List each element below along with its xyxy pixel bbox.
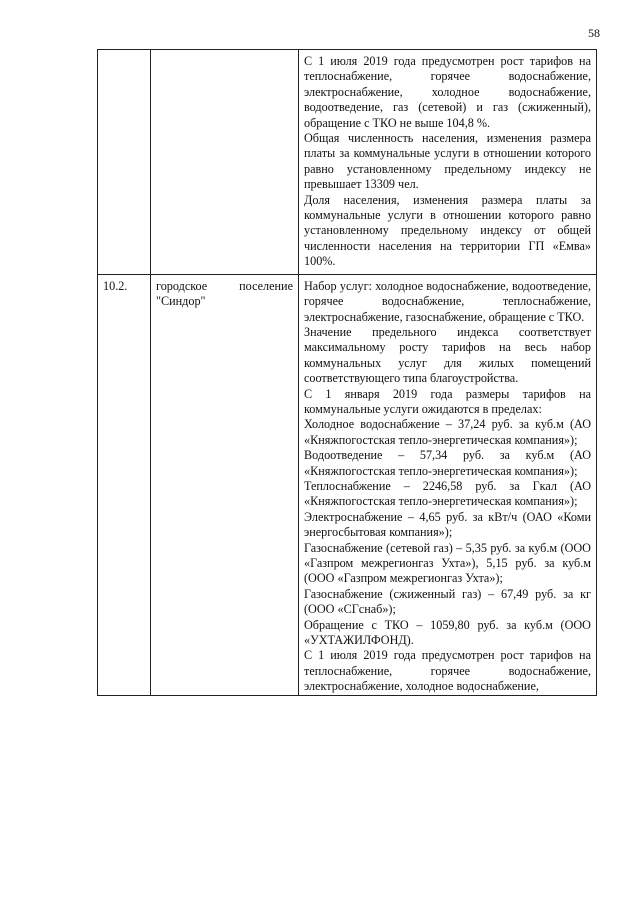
paragraph: Электроснабжение – 4,65 руб. за кВт/ч (ОАО «Коми энергосбытовая компания»);	[304, 509, 591, 540]
description-cell	[299, 50, 597, 275]
table-row	[98, 50, 597, 275]
table-row	[98, 274, 597, 695]
paragraph: Холодное водоснабжение – 37,24 руб. за куб.м (АО «Княжпогостская тепло-энергетическая компания»);	[304, 417, 591, 447]
paragraph: Общая численность населения, изменения размера платы за коммунальные услуги в отношении которого равно установленному предельному индексу не превышает 13309 чел.	[304, 131, 591, 192]
paragraph: С 1 января 2019 года размеры тарифов на коммунальные услуги ожидаются в пределах:	[304, 386, 591, 416]
paragraph: С 1 июля 2019 года предусмотрен рост тарифов на теплоснабжение, горячее водоснабжение, электроснабжение, холодное водоснабжение, водоотведение, газ (сетевой) и газ (сжиженный), обращение с ТКО не выше 104,8 %.	[304, 54, 591, 130]
paragraph: Набор услуг: холодное водоснабжение, водоотведение, горячее водоснабжение, теплоснабжение, электроснабжение, газоснабжение, обращение с ТКО.	[304, 278, 591, 324]
paragraph: Значение предельного индекса соответствует максимальному росту тарифов на весь набор коммунальных услуг для жилых помещений соответствующего типа благоустройства.	[304, 324, 591, 386]
description-cell	[299, 274, 597, 695]
page-number: 58	[588, 26, 600, 40]
paragraph: Газоснабжение (сжиженный газ) – 67,49 руб. за кг (ООО «СГснаб»);	[304, 586, 591, 617]
paragraph: Обращение с ТКО – 1059,80 руб. за куб.м (ООО «УХТАЖИЛФОНД).	[304, 617, 591, 648]
row-number-cell: 10.2.	[98, 274, 151, 695]
row-number-cell	[98, 50, 151, 275]
paragraph: Теплоснабжение – 2246,58 руб. за Гкал (АО «Княжпогостская тепло-энергетическая компания»);	[304, 478, 591, 509]
paragraph: С 1 июля 2019 года предусмотрен рост тарифов на теплоснабжение, горячее водоснабжение, электроснабжение, холодное водоснабжение,	[304, 648, 591, 694]
paragraph: Газоснабжение (сетевой газ) – 5,35 руб. за куб.м (ООО «Газпром межрегионгаз Ухта»), 5,15 руб. за куб.м (ООО «Газпром межрегионгаз Ухта»);	[304, 540, 591, 586]
tariff-table	[97, 49, 597, 696]
settlement-name-cell: городское поселение "Синдор"	[151, 274, 299, 695]
paragraph: Доля населения, изменения размера платы за коммунальные услуги в отношении которого равно установленному предельному индексу от общей численности населения на территории ГП «Емва» 100%.	[304, 192, 591, 269]
paragraph: Водоотведение – 57,34 руб. за куб.м (АО «Княжпогостская тепло-энергетическая компания»);	[304, 448, 591, 478]
settlement-name-cell	[151, 50, 299, 275]
